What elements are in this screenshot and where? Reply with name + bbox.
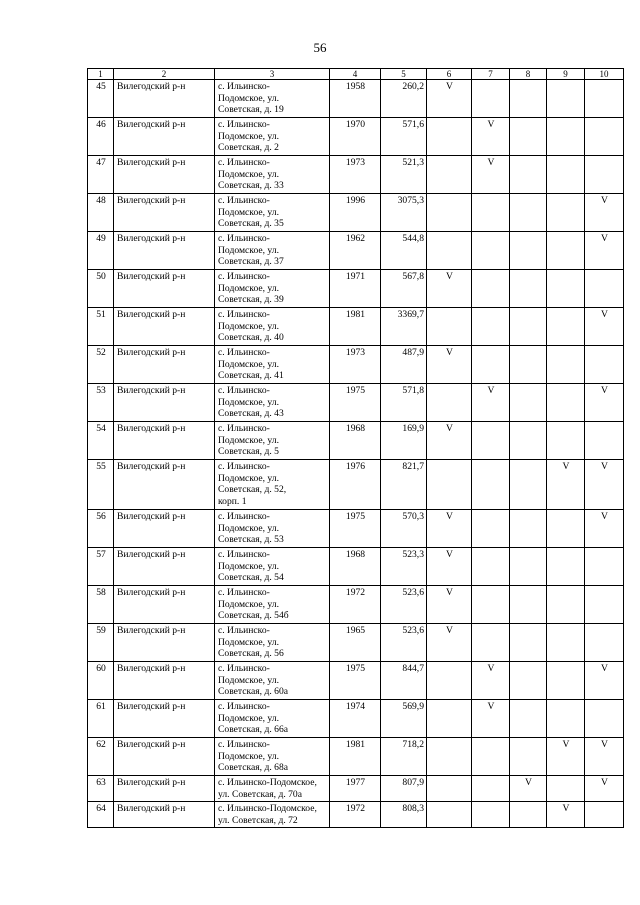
area-cell: 821,7 [381,460,427,510]
address-line: с. Ильинско- [218,119,270,130]
table-row [88,118,624,156]
address-line: Подомское, ул. [218,472,279,484]
address-line: Советская, д. 60а [218,686,289,698]
year-cell: 1962 [330,232,381,270]
mark-cell-7 [472,460,510,510]
area-cell: 571,8 [381,384,427,422]
mark-cell-7 [472,422,510,460]
address-line: Советская, д. 35 [218,218,284,230]
address-line: Подомское, ул. [218,674,279,686]
district-cell: Вилегодский р-н [114,346,215,384]
mark-cell-7 [472,270,510,308]
table-header [88,69,624,80]
year-cell: 1972 [330,586,381,624]
year-cell: 1958 [330,80,381,118]
address-line: с. Ильинско- [218,663,270,674]
mark-cell-6: V [427,80,472,118]
header-col-3: 3 [215,69,330,80]
mark-cell-8 [510,156,547,194]
row-number: 46 [88,118,114,156]
year-cell: 1975 [330,662,381,700]
mark-cell-6: V [427,586,472,624]
mark-cell-10 [585,422,624,460]
district-cell: Вилегодский р-н [114,738,215,776]
address-line: Подомское, ул. [218,168,279,180]
district-cell: Вилегодский р-н [114,384,215,422]
address-cell [215,738,330,776]
row-number: 52 [88,346,114,384]
address-line: Советская, д. 54б [218,610,289,622]
mark-cell-7 [472,346,510,384]
header-row [88,69,624,80]
district-cell: Вилегодский р-н [114,510,215,548]
header-col-1: 1 [88,69,114,80]
row-number: 57 [88,548,114,586]
address-line: с. Ильинско- [218,701,270,712]
mark-cell-9 [547,194,585,232]
mark-cell-8 [510,422,547,460]
address-line: с. Ильинско- [218,587,270,598]
mark-cell-6 [427,232,472,270]
address-cell [215,460,330,510]
mark-cell-8 [510,510,547,548]
mark-cell-6 [427,384,472,422]
mark-cell-10: V [585,662,624,700]
page-number: 56 [313,40,327,55]
mark-cell-7 [472,308,510,346]
mark-cell-7: V [472,118,510,156]
table-row [88,662,624,700]
table-row [88,422,624,460]
mark-cell-10 [585,270,624,308]
address-line: Подомское, ул. [218,358,279,370]
mark-cell-6 [427,776,472,802]
area-cell: 807,9 [381,776,427,802]
address-line: Подомское, ул. [218,434,279,446]
mark-cell-8 [510,802,547,828]
row-number: 61 [88,700,114,738]
address-line: с. Ильинско-Подомское, [218,803,317,814]
mark-cell-9 [547,510,585,548]
district-cell: Вилегодский р-н [114,308,215,346]
mark-cell-10: V [585,738,624,776]
mark-cell-9 [547,308,585,346]
address-line: с. Ильинско- [218,233,270,244]
address-line: Подомское, ул. [218,282,279,294]
row-number: 54 [88,422,114,460]
area-cell: 544,8 [381,232,427,270]
mark-cell-8 [510,738,547,776]
mark-cell-9 [547,422,585,460]
year-cell: 1977 [330,776,381,802]
mark-cell-8 [510,384,547,422]
area-cell: 523,6 [381,624,427,662]
address-cell [215,118,330,156]
year-cell: 1975 [330,510,381,548]
address-cell [215,422,330,460]
mark-cell-9 [547,118,585,156]
mark-cell-9: V [547,460,585,510]
mark-cell-8 [510,308,547,346]
table-row [88,346,624,384]
mark-cell-10 [585,700,624,738]
mark-cell-9: V [547,802,585,828]
mark-cell-7 [472,738,510,776]
mark-cell-9 [547,156,585,194]
address-line: с. Ильинско- [218,549,270,560]
mark-cell-6: V [427,548,472,586]
address-line: ул. Советская, д. 72 [218,814,298,826]
address-line: с. Ильинско- [218,461,270,472]
mark-cell-7 [472,624,510,662]
table-body [88,80,624,828]
district-cell: Вилегодский р-н [114,802,215,828]
mark-cell-9 [547,384,585,422]
mark-cell-8 [510,346,547,384]
mark-cell-10: V [585,776,624,802]
address-line: с. Ильинско- [218,511,270,522]
address-line: Советская, д. 37 [218,256,284,268]
mark-cell-9: V [547,738,585,776]
area-cell: 567,8 [381,270,427,308]
row-number: 53 [88,384,114,422]
row-number: 48 [88,194,114,232]
mark-cell-9 [547,270,585,308]
address-cell [215,776,330,802]
address-cell [215,548,330,586]
address-cell [215,346,330,384]
mark-cell-8 [510,662,547,700]
address-line: с. Ильинско- [218,309,270,320]
table-row [88,624,624,662]
area-cell: 844,7 [381,662,427,700]
mark-cell-6: V [427,624,472,662]
mark-cell-7 [472,548,510,586]
table-row [88,384,624,422]
row-number: 60 [88,662,114,700]
address-line: Подомское, ул. [218,92,279,104]
row-number: 64 [88,802,114,828]
table-row [88,80,624,118]
mark-cell-9 [547,700,585,738]
mark-cell-10 [585,802,624,828]
mark-cell-9 [547,548,585,586]
address-line: с. Ильинско-Подомское, [218,777,317,788]
address-line: с. Ильинско- [218,385,270,396]
header-col-9: 9 [547,69,585,80]
mark-cell-10 [585,80,624,118]
address-line: с. Ильинско- [218,195,270,206]
table-row [88,308,624,346]
table-row [88,194,624,232]
mark-cell-7 [472,80,510,118]
address-line: Подомское, ул. [218,244,279,256]
mark-cell-10 [585,118,624,156]
address-cell [215,80,330,118]
year-cell: 1981 [330,308,381,346]
address-line: Подомское, ул. [218,560,279,572]
row-number: 49 [88,232,114,270]
area-cell: 570,3 [381,510,427,548]
table-row [88,700,624,738]
mark-cell-6: V [427,270,472,308]
address-line: корп. 1 [218,496,247,508]
district-cell: Вилегодский р-н [114,422,215,460]
row-number: 62 [88,738,114,776]
area-cell: 571,6 [381,118,427,156]
district-cell: Вилегодский р-н [114,700,215,738]
address-cell [215,510,330,548]
district-cell: Вилегодский р-н [114,662,215,700]
area-cell: 521,3 [381,156,427,194]
year-cell: 1968 [330,548,381,586]
address-line: с. Ильинско- [218,739,270,750]
year-cell: 1965 [330,624,381,662]
address-line: Подомское, ул. [218,206,279,218]
mark-cell-6: V [427,510,472,548]
mark-cell-9 [547,662,585,700]
year-cell: 1973 [330,346,381,384]
header-col-4: 4 [330,69,381,80]
address-line: с. Ильинско- [218,347,270,358]
address-cell [215,802,330,828]
mark-cell-8: V [510,776,547,802]
mark-cell-6 [427,308,472,346]
mark-cell-8 [510,194,547,232]
row-number: 58 [88,586,114,624]
address-line: Подомское, ул. [218,636,279,648]
address-line: Советская, д. 19 [218,104,284,116]
mark-cell-8 [510,232,547,270]
mark-cell-10 [585,586,624,624]
area-cell: 169,9 [381,422,427,460]
table-row [88,776,624,802]
mark-cell-10 [585,346,624,384]
header-col-8: 8 [510,69,547,80]
year-cell: 1996 [330,194,381,232]
district-cell: Вилегодский р-н [114,194,215,232]
address-line: Советская, д. 40 [218,332,284,344]
address-line: Советская, д. 54 [218,572,284,584]
table-row [88,232,624,270]
row-number: 55 [88,460,114,510]
mark-cell-9 [547,80,585,118]
mark-cell-10 [585,156,624,194]
address-line: Советская, д. 5 [218,446,279,458]
mark-cell-9 [547,776,585,802]
mark-cell-9 [547,624,585,662]
year-cell: 1981 [330,738,381,776]
table-row [88,548,624,586]
mark-cell-8 [510,586,547,624]
district-cell: Вилегодский р-н [114,118,215,156]
area-cell: 523,6 [381,586,427,624]
address-line: Советская, д. 53 [218,534,284,546]
mark-cell-7: V [472,384,510,422]
year-cell: 1970 [330,118,381,156]
mark-cell-10: V [585,308,624,346]
district-cell: Вилегодский р-н [114,586,215,624]
district-cell: Вилегодский р-н [114,624,215,662]
year-cell: 1974 [330,700,381,738]
mark-cell-6 [427,118,472,156]
district-cell: Вилегодский р-н [114,776,215,802]
address-cell [215,624,330,662]
row-number: 56 [88,510,114,548]
address-line: Советская, д. 68а [218,762,289,774]
address-line: Советская, д. 56 [218,648,284,660]
table-row [88,586,624,624]
address-line: Советская, д. 43 [218,408,284,420]
year-cell: 1976 [330,460,381,510]
address-line: Советская, д. 66а [218,724,289,736]
district-cell: Вилегодский р-н [114,80,215,118]
mark-cell-7 [472,510,510,548]
table-row [88,156,624,194]
row-number: 59 [88,624,114,662]
address-cell [215,586,330,624]
address-line: Подомское, ул. [218,320,279,332]
table-row [88,460,624,510]
area-cell: 260,2 [381,80,427,118]
mark-cell-9 [547,586,585,624]
address-line: Советская, д. 52, [218,484,287,496]
address-cell [215,308,330,346]
address-line: Подомское, ул. [218,598,279,610]
district-cell: Вилегодский р-н [114,270,215,308]
mark-cell-6 [427,194,472,232]
address-line: Подомское, ул. [218,712,279,724]
mark-cell-6 [427,802,472,828]
area-cell: 569,9 [381,700,427,738]
header-col-5: 5 [381,69,427,80]
table-row [88,738,624,776]
row-number: 51 [88,308,114,346]
area-cell: 718,2 [381,738,427,776]
year-cell: 1975 [330,384,381,422]
mark-cell-6 [427,700,472,738]
mark-cell-10 [585,624,624,662]
row-number: 45 [88,80,114,118]
mark-cell-10: V [585,460,624,510]
mark-cell-8 [510,460,547,510]
year-cell: 1972 [330,802,381,828]
mark-cell-8 [510,270,547,308]
mark-cell-7 [472,194,510,232]
address-line: с. Ильинско- [218,81,270,92]
mark-cell-7: V [472,156,510,194]
address-line: Советская, д. 33 [218,180,284,192]
table-row [88,802,624,828]
address-line: ул. Советская, д. 70а [218,788,302,800]
address-line: Подомское, ул. [218,522,279,534]
address-line: с. Ильинско- [218,423,270,434]
mark-cell-6 [427,460,472,510]
address-cell [215,270,330,308]
header-col-6: 6 [427,69,472,80]
row-number: 50 [88,270,114,308]
year-cell: 1968 [330,422,381,460]
mark-cell-6: V [427,422,472,460]
address-line: с. Ильинско- [218,271,270,282]
address-line: Советская, д. 39 [218,294,284,306]
mark-cell-6 [427,662,472,700]
address-line: Подомское, ул. [218,396,279,408]
area-cell: 487,9 [381,346,427,384]
mark-cell-7 [472,232,510,270]
mark-cell-7: V [472,700,510,738]
area-cell: 3369,7 [381,308,427,346]
mark-cell-6 [427,738,472,776]
mark-cell-8 [510,118,547,156]
mark-cell-8 [510,548,547,586]
mark-cell-7: V [472,662,510,700]
district-cell: Вилегодский р-н [114,232,215,270]
address-line: Советская, д. 41 [218,370,284,382]
district-cell: Вилегодский р-н [114,460,215,510]
mark-cell-10 [585,548,624,586]
mark-cell-10: V [585,510,624,548]
address-line: Советская, д. 2 [218,142,279,154]
district-cell: Вилегодский р-н [114,548,215,586]
mark-cell-10: V [585,194,624,232]
address-line: Подомское, ул. [218,130,279,142]
address-cell [215,700,330,738]
year-cell: 1971 [330,270,381,308]
address-cell [215,156,330,194]
mark-cell-8 [510,700,547,738]
header-col-10: 10 [585,69,624,80]
row-number: 47 [88,156,114,194]
district-cell: Вилегодский р-н [114,156,215,194]
table-row [88,510,624,548]
mark-cell-9 [547,346,585,384]
year-cell: 1973 [330,156,381,194]
mark-cell-7 [472,776,510,802]
mark-cell-9 [547,232,585,270]
address-cell [215,232,330,270]
mark-cell-6 [427,156,472,194]
mark-cell-7 [472,802,510,828]
mark-cell-10: V [585,232,624,270]
area-cell: 3075,3 [381,194,427,232]
housing-register-table [87,68,624,828]
row-number: 63 [88,776,114,802]
mark-cell-8 [510,624,547,662]
address-line: с. Ильинско- [218,625,270,636]
address-line: с. Ильинско- [218,157,270,168]
mark-cell-6: V [427,346,472,384]
header-col-7: 7 [472,69,510,80]
address-cell [215,662,330,700]
mark-cell-7 [472,586,510,624]
address-cell [215,194,330,232]
address-cell [215,384,330,422]
mark-cell-8 [510,80,547,118]
address-line: Подомское, ул. [218,750,279,762]
mark-cell-10: V [585,384,624,422]
table-row [88,270,624,308]
header-col-2: 2 [114,69,215,80]
area-cell: 523,3 [381,548,427,586]
area-cell: 808,3 [381,802,427,828]
